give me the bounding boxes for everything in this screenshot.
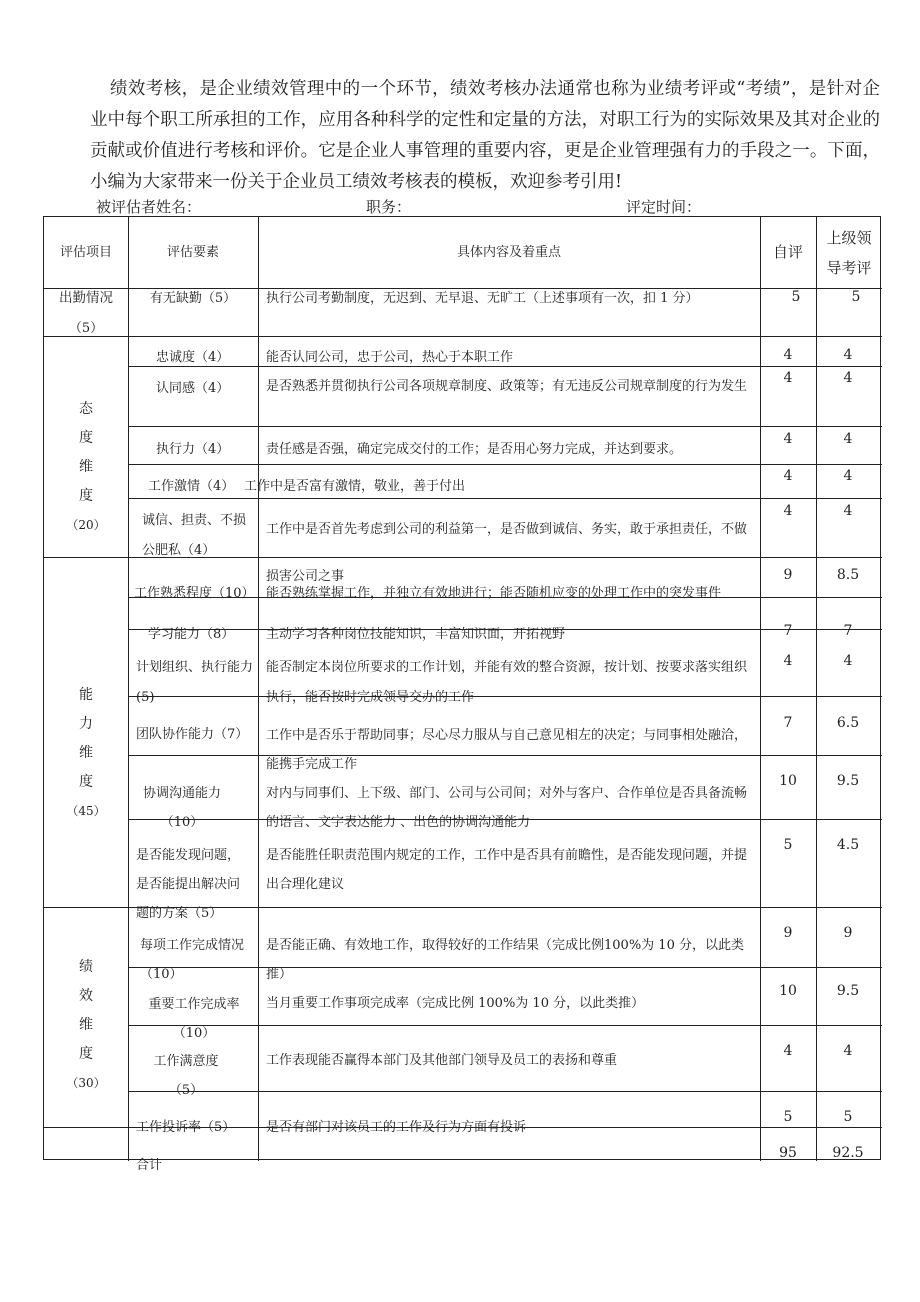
self-score: 9 [783, 567, 793, 583]
self-score: 5 [791, 289, 801, 305]
group-attitude: 态 度 维 度 （20） [66, 401, 106, 532]
self-score: 4 [783, 347, 793, 363]
content-loyalty: 能否认同公司，忠于公司，热心于本职工作 [266, 350, 514, 365]
content-integrity: 工作中是否首先考虑到公司的利益第一，是否做到诚信、务实，敢于承担责任，不做损害公司之事 [266, 522, 748, 584]
header-leader-score-line2: 导考评 [826, 259, 872, 277]
row-divider [128, 426, 882, 427]
leader-score: 4 [843, 468, 853, 484]
leader-score: 4 [843, 431, 853, 447]
factor-satisfaction: 工作满意度（5） [153, 1054, 219, 1098]
row-divider [128, 498, 882, 499]
leader-score: 8.5 [836, 567, 860, 583]
intro-text: 绩效考核，是企业绩效管理中的一个环节，绩效考核办法通常也称为业绩考评或“考绩”，是针对企业中每个职工所承担的工作，应用各种科学的定性和定量的方法，对职工行为的实际效果及其对企业的贡献或价值进行考核和评价。它是企业人事管理的重要内容，更是企业管理强有力的手段之一。下面，小编为大家带来一份关于企业员工绩效考核表的模板，欢迎参考引用! [90, 79, 880, 192]
content-teamwork: 工作中是否乐于帮助同事；尽心尽力服从与自己意见相左的决定；与同事相处融洽，能携手完成工作 [266, 728, 748, 772]
self-score: 5 [783, 1109, 793, 1125]
header-self-score: 自评 [772, 243, 803, 261]
leader-score: 4.5 [836, 837, 860, 853]
evaluatee-name-label: 被评估者姓名： [96, 198, 202, 216]
self-score: 7 [783, 715, 793, 731]
leader-score: 6.5 [836, 715, 860, 731]
self-score: 4 [783, 653, 793, 669]
group-attendance-score: （5） [68, 321, 104, 336]
leader-score: 9 [843, 925, 853, 941]
content-complaints: 是否有部门对该员工的工作及行为方面有投诉 [266, 1120, 527, 1135]
row-divider [44, 336, 882, 337]
leader-score: 4 [843, 370, 853, 386]
factor-integrity: 诚信、担责、不损公肥私（4） [142, 513, 247, 558]
intro-paragraph [90, 74, 880, 198]
factor-identity: 认同感（4） [156, 381, 230, 396]
self-score: 4 [783, 468, 793, 484]
row-divider [128, 1091, 882, 1092]
factor-communication: 协调沟通能力（10） [142, 786, 221, 830]
self-score: 4 [783, 503, 793, 519]
evaluation-date-label: 评定时间： [626, 198, 702, 216]
self-score: 4 [783, 431, 793, 447]
content-satisfaction: 工作表现能否赢得本部门及其他部门领导及员工的表扬和尊重 [266, 1053, 618, 1068]
factor-execution: 执行力（4） [156, 442, 230, 457]
content-task-completion: 是否能正确、有效地工作，取得较好的工作结果（完成比例100%为 10 分，以此类推） [266, 938, 744, 982]
self-score: 5 [783, 837, 793, 853]
self-score: 4 [783, 1043, 793, 1059]
self-score: 10 [779, 983, 797, 999]
factor-passion: 工作激情（4） [148, 479, 235, 494]
col-divider [258, 217, 259, 1161]
content-execution: 责任感是否强，确定完成交付的工作；是否用心努力完成，并达到要求。 [266, 442, 683, 457]
total-self-score: 95 [779, 1145, 797, 1161]
group-performance: 绩 效 维 度 （30） [66, 959, 106, 1090]
leader-score: 4 [843, 653, 853, 669]
factor-key-task-rate: 重要工作完成率（10） [148, 997, 240, 1041]
content-familiarity: 能否熟练掌握工作，并独立有效地进行；能否随机应变的处理工作中的突发事件 [266, 586, 722, 601]
content-learning: 主动学习各种岗位技能知识，丰富知识面，开拓视野 [266, 627, 566, 642]
content-planning: 能否制定本岗位所要求的工作计划，并能有效的整合资源，按计划、按要求落实组织执行，能否按时完成领导交办的工作 [266, 660, 748, 705]
factor-planning: 计划组织、执行能力(5) [136, 660, 254, 705]
position-label: 职务： [366, 198, 412, 216]
factor-task-completion: 每项工作完成情况（10） [140, 938, 245, 982]
factor-loyalty: 忠诚度（4） [156, 350, 230, 365]
content-identity: 是否熟悉并贯彻执行公司各项规章制度、政策等；有无违反公司规章制度的行为发生 [266, 379, 748, 394]
group-attendance: 出勤情况 [59, 290, 113, 306]
factor-attendance: 有无缺勤（5） [149, 291, 237, 306]
self-score: 9 [783, 925, 793, 941]
header-category: 评估项目 [59, 245, 112, 260]
header-content: 具体内容及着重点 [456, 245, 561, 260]
self-score: 4 [783, 370, 793, 386]
leader-score: 5 [851, 289, 861, 305]
factor-familiarity: 工作熟悉程度（10） [134, 586, 255, 601]
leader-score: 4 [843, 1043, 853, 1059]
header-leader-score-line1: 上级领 [826, 229, 872, 247]
factor-teamwork: 团队协作能力（7） [136, 727, 249, 742]
header-factor: 评估要素 [166, 245, 219, 260]
row-divider [128, 464, 882, 465]
content-passion: 工作中是否富有激情，敬业，善于付出 [244, 479, 466, 494]
col-divider [128, 217, 129, 1161]
leader-score: 4 [843, 347, 853, 363]
leader-score: 9.5 [836, 773, 860, 789]
content-communication: 对内与同事们、上下级、部门、公司与公司间；对外与客户、合作单位是否具备流畅的语言、文字表达能力 、出色的协调沟通能力 [266, 786, 748, 830]
factor-complaints: 工作投诉率（5） [136, 1120, 236, 1135]
content-problem-solving: 是否能胜任职责范围内规定的工作，工作中是否具有前瞻性，是否能发现问题，并提出合理化建议 [266, 848, 748, 892]
self-score: 10 [779, 773, 797, 789]
total-leader-score: 92.5 [832, 1145, 864, 1161]
content-key-task-rate: 当月重要工作事项完成率（完成比例 100%为 10 分，以此类推） [266, 996, 645, 1011]
leader-score: 4 [843, 503, 853, 519]
self-score: 7 [783, 623, 793, 639]
evaluation-table [43, 216, 881, 1173]
total-label: 合计 [136, 1158, 163, 1173]
content-attendance: 执行公司考勤制度，无迟到、无早退、无旷工（上述事项有一次，扣 1 分） [266, 291, 699, 306]
factor-learning: 学习能力（8） [148, 627, 235, 642]
leader-score: 7 [843, 623, 853, 639]
leader-score: 5 [843, 1109, 853, 1125]
group-ability: 能 力 维 度 （45） [66, 687, 106, 818]
factor-problem-solving: 是否能发现问题，是否能提出解决问题的方案（5） [136, 848, 241, 921]
leader-score: 9.5 [836, 983, 860, 999]
